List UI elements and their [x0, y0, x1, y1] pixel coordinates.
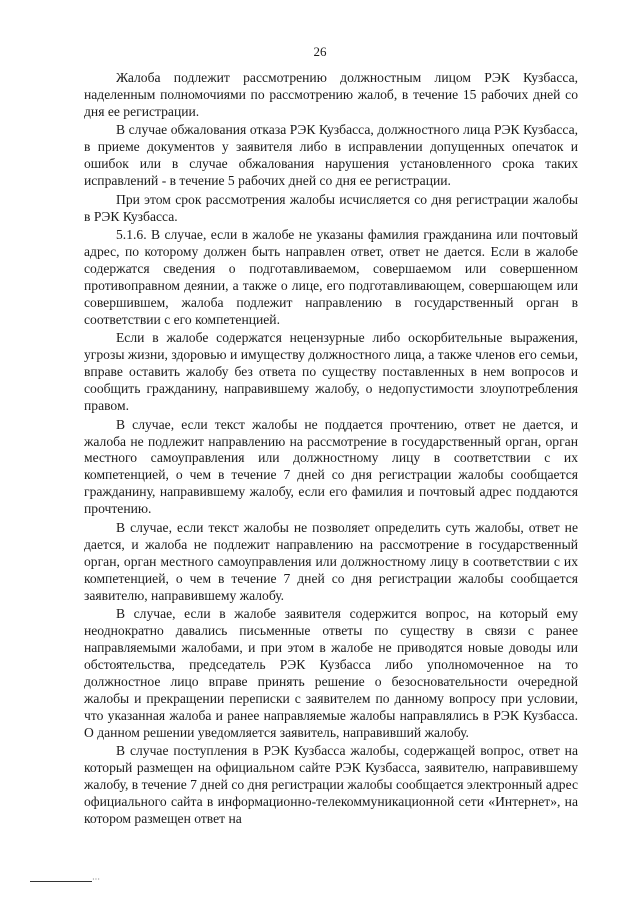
paragraph-undefined-essence: В случае, если текст жалобы не позволяет определить суть жалобы, ответ не дается, и жалоба не подлежит направлению на рассмотрение в государственный орган, орган местного самоуправления или должностному лицу в соответствии с их компетенцией, о чем в течение 7 дней со дня регистрации жалобы сообщается заявителю, направившему жалобу. [84, 519, 578, 603]
paragraph-period-calculation: При этом срок рассмотрения жалобы исчисляется со дня регистрации жалобы в РЭК Кузбасса. [84, 191, 578, 224]
document-body [84, 70, 578, 829]
page-number: 26 [313, 44, 327, 59]
paragraph-review-period: Жалоба подлежит рассмотрению должностным лицом РЭК Кузбасса, наделенным полномочиями по рассмотрению жалоб, в течение 15 рабочих дней со дня ее регистрации. [84, 70, 578, 119]
paragraph-5-1-6: 5.1.6. В случае, если в жалобе не указаны фамилия гражданина или почтовый адрес, по которому должен быть направлен ответ, ответ не дается. Если в жалобе содержатся сведения о подготавливаемом, совершаемом или совершенном противоправном деянии, а также о лице, его подготавливающем, совершающем или совершившем, жалоба подлежит направлению в государственный орган в соответствии с его компетенцией. [84, 227, 578, 327]
paragraph-repeated-question: В случае, если в жалобе заявителя содержится вопрос, на который ему неоднократно давались письменные ответы по существу в связи с ранее направляемыми жалобами, и при этом в жалобе не приводятся новые доводы или обстоятельства, председатель РЭК Кузбасса либо уполномоченное на то должностное лицо вправе принять решение о безосновательности очередной жалобы и прекращении переписки с заявителем по данному вопросу при условии, что указанная жалоба и ранее направляемые жалобы направлялись в РЭК Кузбасса. О данном решении уведомляется заявитель, направивший жалобу. [84, 606, 578, 740]
paragraph-refusal-appeal: В случае обжалования отказа РЭК Кузбасса, должностного лица РЭК Кузбасса, в приеме документов у заявителя либо в исправлении допущенных опечаток и ошибок или в случае обжалования нарушения установленного срока таких исправлений - в течение 5 рабочих дней со дня ее регистрации. [84, 122, 578, 189]
paragraph-published-answer: В случае поступления в РЭК Кузбасса жалобы, содержащей вопрос, ответ на который размещен на официальном сайте РЭК Кузбасса, заявителю, направившему жалобу, в течение 7 дней со дня регистрации жалобы сообщается электронный адрес официального сайта в информационно-телекоммуникационной сети «Интернет», на котором размещен ответ на [84, 743, 578, 826]
footer-rule [30, 881, 92, 882]
footer-mark: ··· [92, 875, 100, 884]
paragraph-unreadable-text: В случае, если текст жалобы не поддается прочтению, ответ не дается, и жалоба не подлежит направлению на рассмотрение в государственный орган, орган местного самоуправления или должностному лицу в соответствии с их компетенцией, о чем в течение 7 дней со дня регистрации жалобы сообщается гражданину, направившему жалобу, если его фамилия и почтовый адрес поддаются прочтению. [84, 416, 578, 517]
paragraph-offensive-language: Если в жалобе содержатся нецензурные либо оскорбительные выражения, угрозы жизни, здоровью и имуществу должностного лица, а также членов его семьи, вправе оставить жалобу без ответа по существу поставленных в нем вопросов и сообщить гражданину, направившему жалобу, о недопустимости злоупотребления правом. [84, 330, 578, 414]
